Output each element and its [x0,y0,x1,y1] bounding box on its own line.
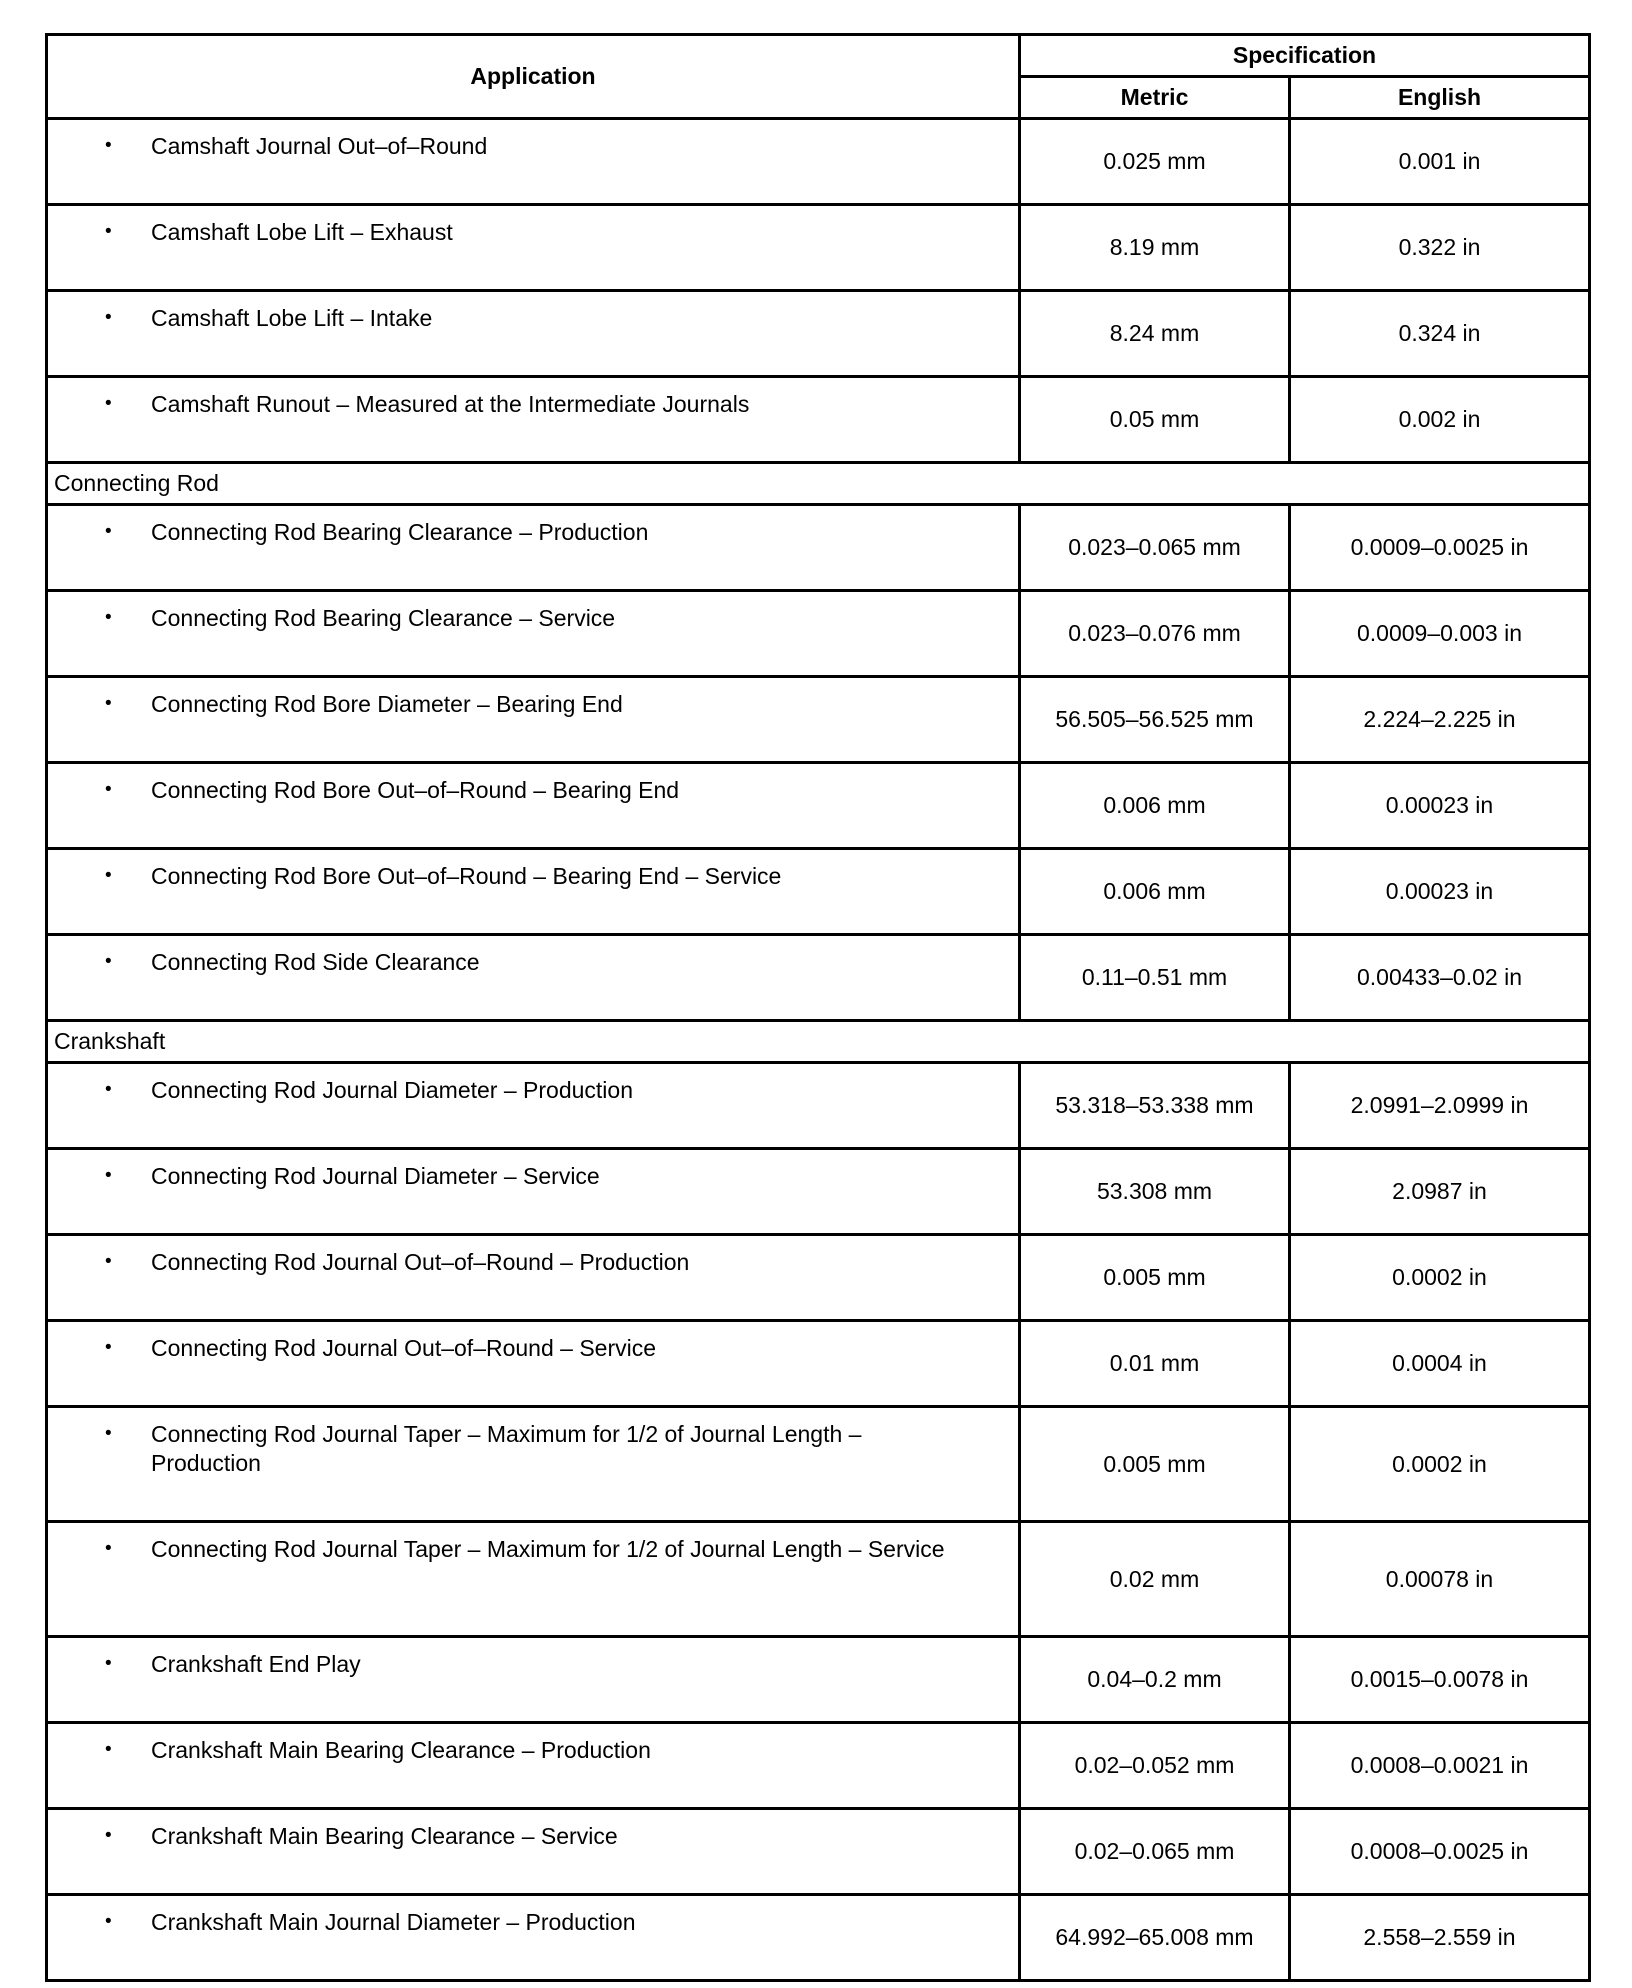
english-value: 0.0004 in [1290,1321,1590,1407]
metric-value: 0.005 mm [1020,1235,1290,1321]
english-value: 0.0002 in [1290,1235,1590,1321]
bullet-icon: • [105,1825,112,1846]
application-cell [47,119,1020,205]
application-cell [47,205,1020,291]
application-text: Connecting Rod Bore Out–of–Round – Bearing End – Service [151,863,782,889]
section-row [47,1021,1590,1063]
english-value: 0.00433–0.02 in [1290,935,1590,1021]
english-value: 0.0002 in [1290,1407,1590,1522]
application-cell [47,1809,1020,1895]
table-row [47,205,1590,291]
application-cell [47,505,1020,591]
metric-value: 0.02 mm [1020,1522,1290,1637]
application-text: Connecting Rod Bore Diameter – Bearing End [151,691,623,717]
table-header [47,35,1590,119]
metric-value: 64.992–65.008 mm [1020,1895,1290,1981]
english-value: 2.558–2.559 in [1290,1895,1590,1981]
application-cell [47,591,1020,677]
table-row [47,591,1590,677]
english-value: 0.00023 in [1290,763,1590,849]
table-row [47,849,1590,935]
application-text: Camshaft Lobe Lift – Exhaust [151,219,453,245]
specification-column-header: Specification [1020,35,1590,77]
metric-value: 0.006 mm [1020,763,1290,849]
table-row [47,505,1590,591]
section-label: Crankshaft [47,1021,1590,1063]
english-value: 0.00078 in [1290,1522,1590,1637]
english-value: 0.002 in [1290,377,1590,463]
table-row [47,677,1590,763]
table-row [47,119,1590,205]
metric-value: 8.24 mm [1020,291,1290,377]
metric-value: 0.11–0.51 mm [1020,935,1290,1021]
application-text: Connecting Rod Journal Out–of–Round – Production [151,1249,690,1275]
english-value: 2.0991–2.0999 in [1290,1063,1590,1149]
bullet-icon: • [105,135,112,156]
application-text: Crankshaft Main Journal Diameter – Production [151,1909,636,1935]
section-label: Connecting Rod [47,463,1590,505]
metric-value: 8.19 mm [1020,205,1290,291]
english-value: 0.001 in [1290,119,1590,205]
application-text: Connecting Rod Journal Diameter – Production [151,1077,633,1103]
section-row [47,463,1590,505]
bullet-icon: • [105,1739,112,1760]
bullet-icon: • [105,951,112,972]
application-cell [47,1235,1020,1321]
bullet-icon: • [105,393,112,414]
application-text: Connecting Rod Side Clearance [151,949,480,975]
application-text: Camshaft Runout – Measured at the Intermediate Journals [151,391,750,417]
application-text: Camshaft Lobe Lift – Intake [151,305,433,331]
bullet-icon: • [105,221,112,242]
table-row [47,1895,1590,1981]
metric-value: 0.04–0.2 mm [1020,1637,1290,1723]
application-text: Connecting Rod Bearing Clearance – Production [151,519,649,545]
metric-column-header: Metric [1020,77,1290,119]
table-row [47,1149,1590,1235]
application-cell [47,1149,1020,1235]
english-value: 0.0008–0.0025 in [1290,1809,1590,1895]
table-row [47,1235,1590,1321]
metric-value: 0.025 mm [1020,119,1290,205]
application-cell [47,763,1020,849]
table-row [47,1063,1590,1149]
bullet-icon: • [105,1423,112,1444]
bullet-icon: • [105,521,112,542]
application-cell [47,291,1020,377]
application-cell [47,935,1020,1021]
metric-value: 0.023–0.065 mm [1020,505,1290,591]
table-row [47,1407,1590,1522]
application-cell [47,1637,1020,1723]
bullet-icon: • [105,865,112,886]
english-value: 0.322 in [1290,205,1590,291]
english-value: 0.324 in [1290,291,1590,377]
bullet-icon: • [105,607,112,628]
application-text: Crankshaft Main Bearing Clearance – Service [151,1823,618,1849]
bullet-icon: • [105,307,112,328]
metric-value: 53.318–53.338 mm [1020,1063,1290,1149]
application-cell [47,1723,1020,1809]
metric-value: 0.005 mm [1020,1407,1290,1522]
english-value: 2.0987 in [1290,1149,1590,1235]
bullet-icon: • [105,693,112,714]
metric-value: 0.02–0.052 mm [1020,1723,1290,1809]
bullet-icon: • [105,1251,112,1272]
application-cell [47,1522,1020,1637]
metric-value: 0.006 mm [1020,849,1290,935]
application-text: Camshaft Journal Out–of–Round [151,133,488,159]
application-text: Connecting Rod Journal Diameter – Service [151,1163,600,1189]
application-text: Connecting Rod Bearing Clearance – Service [151,605,616,631]
application-cell [47,1321,1020,1407]
english-value: 0.0015–0.0078 in [1290,1637,1590,1723]
bullet-icon: • [105,1337,112,1358]
metric-value: 56.505–56.525 mm [1020,677,1290,763]
table-row [47,1809,1590,1895]
table-row [47,291,1590,377]
english-value: 0.0009–0.0025 in [1290,505,1590,591]
application-text: Connecting Rod Journal Taper – Maximum for 1/2 of Journal Length – Production [151,1421,862,1476]
metric-value: 0.023–0.076 mm [1020,591,1290,677]
table-row [47,1522,1590,1637]
bullet-icon: • [105,1911,112,1932]
application-cell [47,677,1020,763]
bullet-icon: • [105,1079,112,1100]
application-column-header: Application [47,35,1020,119]
english-value: 0.0008–0.0021 in [1290,1723,1590,1809]
bullet-icon: • [105,1538,112,1559]
table-row [47,763,1590,849]
table-row [47,1321,1590,1407]
english-value: 0.0009–0.003 in [1290,591,1590,677]
metric-value: 53.308 mm [1020,1149,1290,1235]
bullet-icon: • [105,1165,112,1186]
application-cell [47,377,1020,463]
application-text: Connecting Rod Bore Out–of–Round – Bearing End [151,777,680,803]
application-text: Crankshaft End Play [151,1651,361,1677]
metric-value: 0.05 mm [1020,377,1290,463]
application-text: Crankshaft Main Bearing Clearance – Production [151,1737,651,1763]
metric-value: 0.02–0.065 mm [1020,1809,1290,1895]
application-text: Connecting Rod Journal Out–of–Round – Service [151,1335,657,1361]
table-row [47,1637,1590,1723]
application-text: Connecting Rod Journal Taper – Maximum for 1/2 of Journal Length – Service [151,1536,945,1562]
table-body [47,119,1590,1981]
bullet-icon: • [105,779,112,800]
english-value: 2.224–2.225 in [1290,677,1590,763]
application-cell [47,1063,1020,1149]
specification-table [45,33,1591,1982]
table-row [47,935,1590,1021]
application-cell [47,1895,1020,1981]
table-row [47,377,1590,463]
english-value: 0.00023 in [1290,849,1590,935]
bullet-icon: • [105,1653,112,1674]
application-cell [47,1407,1020,1522]
application-cell [47,849,1020,935]
english-column-header: English [1290,77,1590,119]
metric-value: 0.01 mm [1020,1321,1290,1407]
table-row [47,1723,1590,1809]
